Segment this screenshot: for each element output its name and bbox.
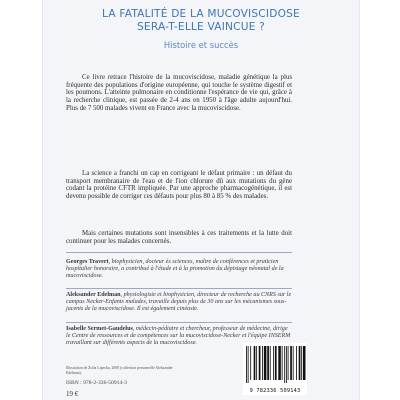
summary-paragraph-2: La science a franchi un cap en corrigeant le défaut primaire : un défaut du transport membranaire de l'eau et de l'ion chlorure dû aux mutations du gène codant la protéine CFTR impliquée. Par une approche pharmacogénétique, il est devenu possible de corriger ces défauts pour plus 80 à 85 % des malades. xyxy=(66,170,292,201)
author-bio-edelman xyxy=(66,292,292,313)
divider-rule xyxy=(66,288,292,289)
summary-paragraph-3: Mais certaines mutations sont insensibles à ces traitements et la lutte doit continuer pour les malades concernés. xyxy=(66,230,292,245)
author-bio-text: , biophysicien, docteur ès sciences, maître de conférences et praticien hospitalier honoraire, a contribué à l'étude et à la promotion du dépistage néonatal de la mucoviscidose. xyxy=(66,259,284,279)
author-bio-text: , physiologiste et biophysicien, directeur de recherche au CNRS sur le campus Necker-Enfants malades, travaille depuis plus de 30 ans sur les mécanismes sous-jacents de la mucoviscidose. Il est également cinéaste. xyxy=(66,292,292,312)
barcode-number: 9 782336 509143 xyxy=(249,388,301,394)
book-title-line-2: SERA-T-ELLE VAINCUE ? xyxy=(137,21,265,33)
book-title-line-1: LA FATALITÉ DE LA MUCOVISCIDOSE xyxy=(102,8,300,20)
divider-rule xyxy=(66,252,292,253)
barcode xyxy=(243,343,307,395)
author-bio-travert xyxy=(66,259,292,280)
divider-rule xyxy=(66,322,292,323)
author-name: Aleksander Edelman xyxy=(66,292,121,298)
illustration-credit: Illustration de Zofia Lipecka, 2008 (collection personnelle Aleksander Edelman). xyxy=(66,366,173,375)
barcode-bars xyxy=(243,343,307,387)
isbn-label: ISBN : 978-2-336-50914-3 xyxy=(66,380,127,386)
book-subtitle: Histoire et succès xyxy=(163,40,239,50)
summary-paragraph-1: Ce livre retrace l'histoire de la mucoviscidose, maladie génétique la plus fréquente des populations d'origine européenne, qui touche le système digestif et les poumons. L'atteinte pulmonaire en conditionne l'espérance de vie qui, grâce à la recherche clinique, est passée de 2-4 ans en 1950 à l'âge adulte aujourd'hui. Plus de 7 500 malades vivent en France avec la mucoviscidose. xyxy=(66,74,292,112)
author-name: Isabelle Sermet-Gaudelus xyxy=(66,326,133,332)
author-name: Georges Travert xyxy=(66,259,109,265)
price-label: 19 € xyxy=(66,390,79,398)
author-bio-text: , médecin-pédiatre et chercheur, professeur de médecine, dirige le Centre de ressources et de compétences sur la mucoviscidose-Necker et l'équipe INSERM travaillant sur différents aspects de la mucoviscidose. xyxy=(66,326,291,346)
